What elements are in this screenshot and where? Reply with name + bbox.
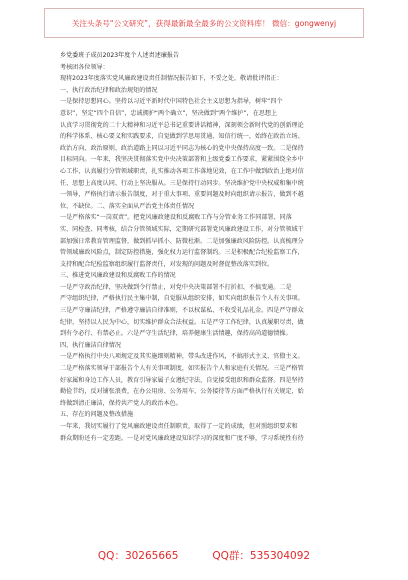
report-line: 群众期盼还有一定差距。一是对党风廉政建设知识学习的深度和广度不够，学习系统性有待 — [60, 434, 304, 442]
report-line: 一是严格执行中央八项规定及其实施细则精神，带头改进作风，不搞形式主义、官僚主义。 — [60, 353, 304, 361]
report-line: 实、同检查、同考核，结合分管领域实际，定期研究部署党风廉政建设工作，对分管领域干 — [60, 225, 304, 233]
report-line: 一是保持思想同心。坚持以习近平新时代中国特色社会主义思想为指导，树牢“四个 — [60, 98, 283, 106]
report-line: 位、不缺位。二、落实全面从严治党主体责任情况 — [60, 202, 195, 210]
report-line: 管领域廉政风险点，制定防控措施，强化权力运行监督制约。三是积极配合纪检监察工作， — [60, 249, 304, 257]
report-line: 一、执行政治纪律和政治规矩的情况 — [60, 86, 158, 94]
report-body — [60, 50, 360, 444]
report-line: 一领导，严格执行请示报告制度，对于重大事项、重要问题及时向组织请示报告，做到不越 — [60, 191, 304, 199]
report-line: 三、推进党风廉政建设和反腐败工作的情况 — [60, 272, 176, 280]
report-line: 到有令必行、有禁必止。六是严守生活纪律，培养健康生活情趣，保持高尚道德情操。 — [60, 330, 292, 338]
report-line: 支持和配合纪检监察组织履行监督责任，对发现的问题及时督促整改落实到位。 — [60, 260, 274, 268]
promo-banner[interactable] — [44, 8, 364, 38]
report-line: 意识”，坚定“四个自信”，忠诚拥护“两个确立”，坚决做到“两个维护”，在思想上 — [60, 109, 278, 117]
report-line: 一是严格落实“一岗双责”。把党风廉政建设和反腐败工作与分管业务工作同部署、同落 — [60, 214, 292, 222]
report-line: 终做到清正廉洁，保持共产党人的政治本色。 — [60, 399, 182, 407]
report-line: 任、思想上高度认同、行动上坚决服从。三是保持行动同步。坚决维护党中央权威和集中统 — [60, 179, 304, 187]
report-line: 部加强日常教育管理监督，做到抓早抓小、防微杜渐。二是加强廉政风险防控。认真梳理分 — [60, 237, 304, 245]
report-line: 现将2023年度落实党风廉政建设责任制情况报告如下，不妥之处，敬请批评指正： — [60, 75, 283, 83]
report-line: 纪律，坚持以人民为中心，切实维护群众合法权益。五是严守工作纪律，认真履职尽责，做 — [60, 318, 304, 326]
report-line: 目标同向。一年来，我坚决贯彻落实党中央决策部署和上级党委工作要求，紧紧围绕全乡中 — [60, 156, 304, 164]
report-line: 一年来，我切实履行了党风廉政建设责任制职责，取得了一定的成绩，但对照组织要求和 — [60, 423, 298, 430]
report-line: 好家属和身边工作人员，教育引导家属子女遵纪守法，自觉接受组织和群众监督。四是坚持 — [60, 376, 304, 384]
report-line: 五、存在的问题及整改措施 — [60, 411, 134, 419]
report-line: 三是严守廉洁纪律，严格遵守廉洁自律准则，不以权谋私、不收受礼品礼金。四是严守群众 — [60, 307, 304, 315]
promo-banner-text: 关注头条号“公文研究”，获得最新最全最多的公文资料库！ 微信：gongwenyj — [71, 18, 337, 28]
report-title: 乡党委班子成员2023年度个人述责述廉报告 — [60, 52, 180, 59]
report-paragraphs — [60, 62, 360, 445]
report-line: 勤俭节约，反对铺张浪费，在办公用房、公务用车、公务接待等方面严格执行有关规定，始 — [60, 388, 304, 396]
report-line: 政治方向、政治原则、政治道路上同以习近平同志为核心的党中央保持高度一致。二是保持 — [60, 144, 304, 152]
report-line: 认真学习贯彻党的二十大精神和习近平总书记重要讲话精神，深刻领会新时代党的创新理论 — [60, 121, 304, 129]
report-line: 四、执行廉洁自律情况 — [60, 341, 121, 349]
report-line: 二是严格落实领导干部报告个人有关事项制度，如实报告个人和家庭有关情况。三是严格管 — [60, 365, 304, 373]
report-line: 的科学体系、核心要义和实践要求，自觉做到学思用贯通、知信行统一，始终在政治立场、 — [60, 133, 304, 141]
contact-footer — [0, 540, 408, 570]
qq-number: QQ：30265665 — [97, 549, 179, 562]
report-line: 心工作，认真履行分管领域职责，扎实推动各项工作落地见效，在工作中做到政治上绝对信 — [60, 167, 304, 175]
report-line: 考核团各位领导： — [60, 63, 109, 71]
report-line: 严守组织纪律，严格执行民主集中制，自觉服从组织安排，如实向组织报告个人有关事项。 — [60, 295, 304, 303]
qq-group-number: QQ群：535304092 — [212, 549, 311, 562]
report-line: 一是严守政治纪律，坚决做到令行禁止，对党中央决策部署不打折扣、不搞变通。二是 — [60, 283, 292, 291]
